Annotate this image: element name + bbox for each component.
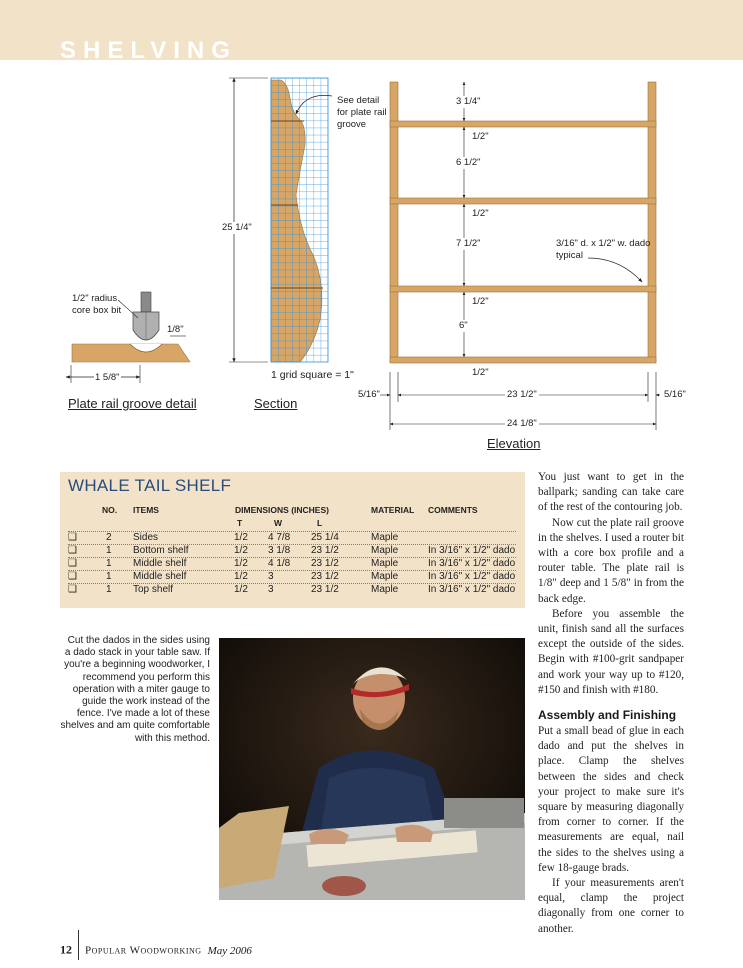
table-saw-photo — [219, 638, 525, 900]
table-cell-comments: In 3/16" x 1/2" dado — [428, 584, 516, 595]
table-cell-material: Maple — [371, 584, 399, 595]
groove-detail-caption: Plate rail groove detail — [68, 396, 197, 411]
shelf-thickness-1: 1/2" — [472, 131, 489, 142]
table-cell-l: 23 1/2 — [311, 558, 339, 569]
elevation-caption: Elevation — [487, 436, 541, 451]
table-cell-no: 1 — [106, 571, 112, 582]
issue-date: May 2006 — [207, 944, 252, 957]
table-cell-l: 25 1/4 — [311, 532, 339, 543]
table-cell-l: 23 1/2 — [311, 584, 339, 595]
table-cell-no: 1 — [106, 558, 112, 569]
grid-note: 1 grid square = 1" — [271, 369, 354, 381]
table-cell-no: 2 — [106, 532, 112, 543]
space-3-label: 7 1/2" — [456, 238, 481, 249]
router-bit-icon — [133, 292, 159, 340]
table-cell-t: 1/2 — [234, 584, 248, 595]
article-column-bottom — [538, 724, 684, 937]
table-cell-l: 23 1/2 — [311, 545, 339, 556]
shelf-thickness-3: 1/2" — [472, 296, 489, 307]
cutlist-table — [60, 472, 525, 608]
magazine-name: Popular Woodworking — [85, 944, 202, 957]
table-cell-comments: In 3/16" x 1/2" dado — [428, 545, 516, 556]
table-cell-t: 1/2 — [234, 571, 248, 582]
checkbox-icon: ❑ — [68, 571, 77, 582]
checkbox-icon: ❑ — [68, 558, 77, 569]
table-cell-no: 1 — [106, 584, 112, 595]
table-cell-material: Maple — [371, 532, 399, 543]
photo-caption: Cut the dados in the sides using a dado stack in your table saw. If you're a beginning woodworker, I recommend you perform this operation with a miter gauge to guide the work instead of the fence. I've made a lot of these shelves and am quite comfortable with this method. — [60, 635, 210, 744]
col-no: NO. — [102, 505, 118, 515]
cutlist-title: WHALE TAIL SHELF — [68, 476, 232, 495]
space-top-label: 3 1/4" — [456, 96, 481, 107]
col-t: T — [237, 518, 243, 528]
section-caption: Section — [254, 396, 298, 411]
space-2-label: 6 1/2" — [456, 157, 481, 168]
paragraph: Before you assemble the unit, finish sand all the surfaces except the outside of the sides. Begin with #100-grit sandpaper and work your way up to #120, #150 and finish with #180. — [538, 607, 684, 696]
table-cell-item: Middle shelf — [133, 558, 187, 569]
table-cell-t: 1/2 — [234, 558, 248, 569]
table-cell-t: 1/2 — [234, 532, 248, 543]
col-material: MATERIAL — [371, 505, 415, 515]
section-drawing — [229, 78, 332, 362]
table-cell-item: Middle shelf — [133, 571, 187, 582]
table-cell-w: 3 — [268, 584, 274, 595]
col-w: W — [274, 518, 283, 528]
table-cell-material: Maple — [371, 571, 399, 582]
page-footer — [60, 936, 252, 966]
inset-left-label: 5/16" — [358, 389, 380, 400]
table-cell-w: 4 1/8 — [268, 558, 291, 569]
col-l: L — [317, 518, 323, 528]
see-detail-note: See detail for plate rail groove — [337, 95, 387, 130]
table-cell-comments: In 3/16" x 1/2" dado — [428, 571, 516, 582]
checkbox-icon: ❑ — [68, 584, 77, 595]
checkbox-icon: ❑ — [68, 532, 77, 543]
dado-note: 3/16" d. x 1/2" w. dado typical — [556, 238, 651, 261]
table-cell-material: Maple — [371, 558, 399, 569]
table-cell-item: Top shelf — [133, 584, 174, 595]
table-cell-t: 1/2 — [234, 545, 248, 556]
table-cell-w: 3 1/8 — [268, 545, 291, 556]
page-number: 12 — [60, 942, 72, 957]
paragraph: You just want to get in the ballpark; sanding can take care of the rest of the contouring job. — [538, 471, 684, 514]
article-column-top — [538, 470, 684, 698]
paragraph: If your measurements aren't equal, clamp the project diagonally from one corner to another. — [538, 877, 684, 935]
col-comments: COMMENTS — [428, 505, 478, 515]
table-cell-w: 4 7/8 — [268, 532, 291, 543]
inner-width-label: 23 1/2" — [507, 389, 537, 400]
table-cell-comments: In 3/16" x 1/2" dado — [428, 558, 516, 569]
bit-label: 1/2" radius core box bit — [72, 293, 122, 316]
groove-offset-label: 1 5/8" — [95, 372, 120, 383]
table-cell-material: Maple — [371, 545, 399, 556]
section-title: SHELVING — [60, 37, 237, 64]
table-cell-l: 23 1/2 — [311, 571, 339, 582]
inset-right-label: 5/16" — [664, 389, 686, 400]
shelf-thickness-4: 1/2" — [472, 367, 489, 378]
section-height-label: 25 1/4" — [222, 222, 252, 233]
table-cell-w: 3 — [268, 571, 274, 582]
table-cell-item: Sides — [133, 532, 159, 543]
paragraph: Put a small bead of glue in each dado and put the shelves in place. Clamp the shelves between the sides and check your project to make sure it's square by measuring diagonally from corner to corner. If the measurements are equal, nail the sides to the shelves using a few 18-gauge brads. — [538, 725, 684, 874]
footer-divider — [78, 930, 79, 960]
section-subhead: Assembly and Finishing — [538, 708, 677, 722]
space-4-label: 6" — [459, 320, 468, 331]
overall-width-label: 24 1/8" — [507, 418, 537, 429]
groove-depth-label: 1/8" — [167, 324, 184, 335]
table-cell-item: Bottom shelf — [133, 545, 189, 556]
col-items: ITEMS — [133, 505, 159, 515]
shelf-thickness-2: 1/2" — [472, 208, 489, 219]
col-dimensions: DIMENSIONS (INCHES) — [235, 505, 329, 515]
paragraph: Now cut the plate rail groove in the shelves. I used a router bit with a core box profile and a router table. The plate rail is 1/8" deep and 1 5/8" in from the back edge. — [538, 516, 684, 605]
table-cell-no: 1 — [106, 545, 112, 556]
checkbox-icon: ❑ — [68, 545, 77, 556]
